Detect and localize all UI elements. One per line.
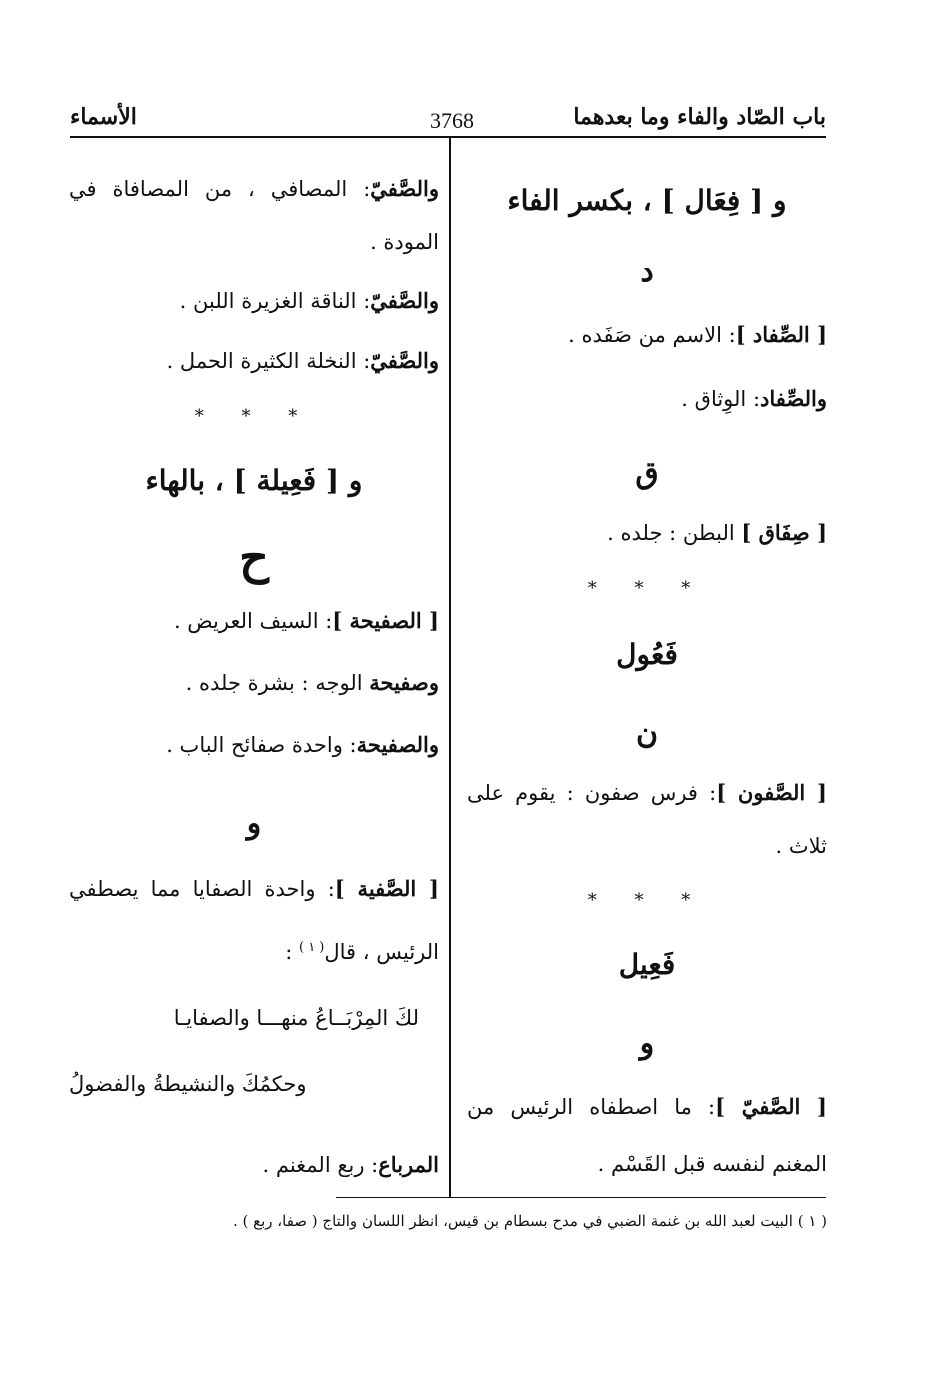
letter-dal: د — [640, 254, 654, 289]
entry-headword: [ الصَّفيّ ] — [715, 1094, 827, 1119]
entry-headword: [ الصفيحة ] — [332, 608, 439, 633]
separator-stars: * * * — [194, 406, 314, 427]
entry-safun — [467, 780, 827, 805]
entry-definition: : الناقة الغزيرة اللبن . — [179, 289, 371, 313]
letter-qaf: ق — [635, 456, 659, 491]
entry-definition: : الاسم من صَفَده . — [568, 323, 736, 347]
entry-definition: : ربع المغنم . — [262, 1153, 379, 1177]
entry-safiha-bab — [166, 732, 439, 757]
separator-stars: * * * — [587, 578, 707, 599]
entry-safiy-naqa — [180, 288, 439, 313]
entry-sifad-2 — [681, 386, 827, 411]
heading-faeela: و [ فَعِيلة ] ، بالهاء — [145, 464, 363, 497]
entry-headword: [ صِفَاق ] — [741, 520, 827, 545]
entry-definition: الوجه : بشرة جلده . — [185, 671, 370, 695]
entry-definition: : السيف العريض . — [173, 609, 333, 633]
entry-definition: : فرس صفون : يقوم على — [467, 781, 717, 805]
separator-stars: * * * — [587, 890, 707, 911]
entry-definition: : واحدة الصفايا مما يصطفي — [69, 877, 335, 901]
entry-headword: [ الصَّفون ] — [716, 780, 827, 805]
entry-safiy — [467, 1094, 827, 1119]
verse-line-2: وحكمُكَ والنشيطةُ والفضولُ — [69, 1072, 307, 1096]
letter-waw: و — [639, 1026, 655, 1061]
entry-headword: والصَّفيّ — [370, 288, 439, 313]
entry-headword: والصفيحة — [356, 732, 439, 757]
entry-safiy-musafi — [69, 176, 439, 201]
letter-nun: ن — [635, 716, 659, 751]
entry-headword: والصِّفاد — [760, 386, 827, 411]
entry-headword: المرباع — [378, 1152, 439, 1177]
entry-headword: والصَّفيّ — [370, 348, 439, 373]
entry-definition: : الوِثاق . — [681, 387, 761, 411]
entry-definition: : النخلة الكثيرة الحمل . — [166, 349, 371, 373]
entry-definition: : ما اصطفاه الرئيس من — [467, 1095, 716, 1119]
verse-line-1: لكَ المِرْبَــاعُ منهـــا والصفايـا — [173, 1006, 419, 1030]
header-rule — [70, 136, 826, 138]
entry-definition: البطن : جلده . — [607, 521, 742, 545]
colon: : — [285, 940, 299, 964]
entry-safiyya — [69, 876, 439, 901]
entry-safiyya-cont — [285, 940, 439, 964]
letter-ha: ح — [239, 530, 269, 584]
entry-definition: : واحدة صفائح الباب . — [166, 733, 357, 757]
heading-fiaal: و [ فِعَال ] ، بكسر الفاء — [507, 184, 787, 217]
page-number: 3768 — [430, 108, 474, 133]
entry-safiy-cont: المغنم لنفسه قبل القَسْم . — [597, 1152, 827, 1176]
entry-mirba — [263, 1152, 440, 1177]
entry-safun-cont: ثلاث . — [775, 834, 827, 858]
heading-faool: فَعُول — [616, 638, 678, 671]
entry-safiha-wajh — [186, 670, 439, 695]
entry-definition: : المصافي ، من المصافاة في — [69, 177, 371, 201]
page-header — [70, 104, 826, 134]
entry-sifad — [568, 322, 827, 347]
footnote-rule — [336, 1197, 826, 1198]
entry-headword: والصَّفيّ — [370, 176, 439, 201]
section-title: الأسماء — [70, 104, 137, 130]
entry-safiha — [174, 608, 439, 633]
entry-safiy-nakhla — [167, 348, 439, 373]
entry-headword: وصفيحة — [369, 670, 439, 695]
entry-definition: الرئيس ، قال — [324, 940, 439, 964]
entry-headword: [ الصَّفية ] — [334, 876, 439, 901]
column-divider — [449, 138, 451, 1198]
footnote-marker[interactable]: ( ١ ) — [298, 940, 325, 955]
entry-safiy-musafi-cont: المودة . — [370, 230, 439, 254]
footnote: ( ١ ) البيت لعبد الله بن غنمة الضبي في مدح بسطام بن قيس، انظر اللسان والتاج ( صفا، ربع ) . — [232, 1212, 827, 1230]
entry-sifaq — [607, 520, 827, 545]
chapter-title: باب الصّاد والفاء وما بعدهما — [573, 104, 826, 130]
letter-waw: و — [246, 806, 262, 841]
entry-headword: [ الصِّفاد ] — [735, 322, 827, 347]
heading-faeel: فَعِيل — [618, 948, 676, 981]
